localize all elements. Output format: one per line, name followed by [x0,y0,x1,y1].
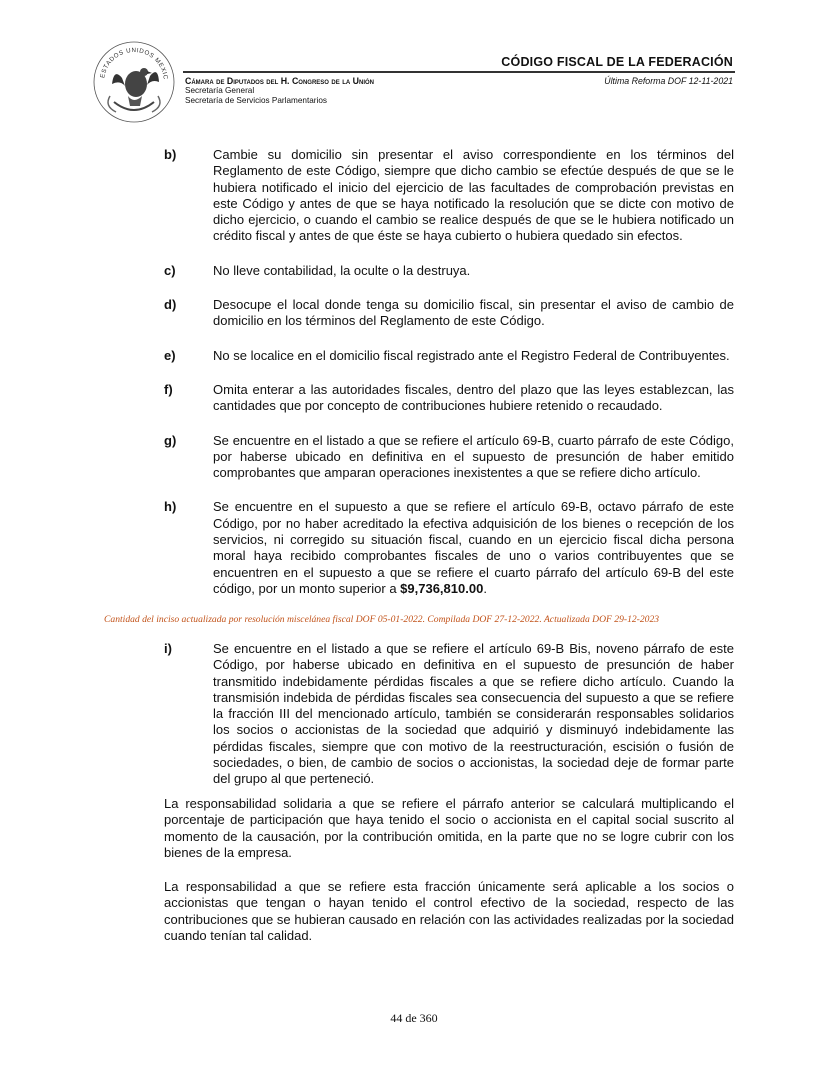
list-item-h [164,499,734,597]
list-item-b [164,147,734,245]
item-letter: d) [164,297,177,313]
item-text: Cambie su domicilio sin presentar el aviso correspondiente en los términos del Reglamento de este Código, siempre que dicho cambio se efectúe después de que se le hubiera notificado el inicio del ejercicio de las facultades de comprobación previstas en este Código y antes de que se haya notificado la resolución que se dicte con motivo de dicho ejercicio, o cuando el cambio se realice después de que se le hubiera notificado un crédito fiscal y antes de que éste se haya cubierto o hubiera quedado sin efectos. [213,147,734,244]
item-h-text: Se encuentre en el supuesto a que se refiere el artículo 69-B, octavo párrafo de este Código, por no haber acreditado la efectiva adquisición de los bienes o recepción de los servicios, ni corregido su situación fiscal, cuando en un ejercicio fiscal dicha persona moral haya recibido comprobantes fiscales de uno o varios contribuyentes que se encuentren en el supuesto a que se refiere el cuarto párrafo del artículo 69-B del este código, por un monto superior a [213,499,734,596]
list-item-i-block [164,641,734,788]
list-item-f [164,382,734,415]
seal-text: ESTADOS UNIDOS MEXIC [99,46,169,81]
amount-value: $9,736,810.00 [400,580,484,596]
item-text: No lleve contabilidad, la oculte o la destruya. [213,262,471,278]
institution-sub2: Secretaría de Servicios Parlamentarios [185,96,327,105]
item-text: Se encuentre en el listado a que se refiere el artículo 69-B, cuarto párrafo de este Código, por haberse ubicado en definitiva en el supuesto de presunción de haber emitido comprobantes que amparan operaciones inexistentes a que se refiere dicho artículo. [213,432,734,481]
mexican-coat-of-arms-seal [92,40,176,124]
item-letter: e) [164,347,176,363]
item-letter: b) [164,147,177,162]
list-item-g [164,433,734,482]
paragraph: La responsabilidad a que se refiere esta fracción únicamente será aplicable a los socios o accionistas que tengan o hayan tenido el control efectivo de la sociedad, respecto de las contribuciones que se hubieran causado en relación con las actividades realizadas por la sociedad cuando tenían tal calidad. [164,879,734,944]
body-paragraphs [164,796,734,962]
institution-sub1: Secretaría General [185,86,255,95]
items-list [164,147,734,597]
paragraph: La responsabilidad solidaria a que se refiere el párrafo anterior se calculará multiplicando el porcentaje de participación que haya tenido el socio o accionista en el capital social suscrito al momento de la causación, por la contribución omitida, en la parte que no se logre cubrir con los bienes de la empresa. [164,796,734,860]
header-divider [183,71,735,73]
item-text: Omita enterar a las autoridades fiscales, dentro del plazo que las leyes establezcan, las cantidades que por concepto de contribuciones hubiere retenido o recaudado. [213,381,734,414]
list-item-d [164,297,734,330]
institution-name: Cámara de Diputados del H. Congreso de la Unión [185,76,374,86]
list-item-e [164,348,734,364]
item-text: No se localice en el domicilio fiscal registrado ante el Registro Federal de Contribuyentes. [213,347,730,363]
list-item-c [164,263,734,279]
last-reform-date: Última Reforma DOF 12-11-2021 [604,76,733,86]
item-text [213,499,734,597]
item-letter: i) [164,641,172,656]
item-letter: h) [164,499,177,515]
document-title: CÓDIGO FISCAL DE LA FEDERACIÓN [501,55,733,69]
header-institution [185,76,374,106]
item-text: Desocupe el local donde tenga su domicilio fiscal, sin presentar el aviso de cambio de domicilio en los términos del Reglamento de este Código. [213,297,734,329]
page-number: 44 de 360 [390,1011,438,1025]
item-letter: c) [164,262,176,278]
item-h-end: . [483,580,487,596]
item-letter: f) [164,381,173,397]
amendment-note: Cantidad del inciso actualizada por resolución miscelánea fiscal DOF 05-01-2022. Compilada DOF 27-12-2022. Actualizada DOF 29-12-2023 [104,614,660,625]
item-letter: g) [164,432,177,448]
seal-icon [92,40,176,124]
list-item-i [164,641,734,788]
item-text: Se encuentre en el listado a que se refiere el artículo 69-B Bis, noveno párrafo de este Código, por haberse ubicado en definitiva en el supuesto de presunción de haber transmitido indebidamente pérdidas fiscales a que se refiere dicho artículo. Cuando la transmisión indebida de pérdidas fiscales sea consecuencia del supuesto a que se refiere la fracción III del mencionado artículo, también se considerarán responsables solidarios los socios o accionistas de la sociedad que adquirió y disminuyó indebidamente las pérdidas fiscales, siempre que con motivo de la reestructuración, escisión o fusión de sociedades, o bien, de cambio de socios o accionistas, la sociedad deje de formar parte del grupo al que perteneció. [213,641,734,787]
